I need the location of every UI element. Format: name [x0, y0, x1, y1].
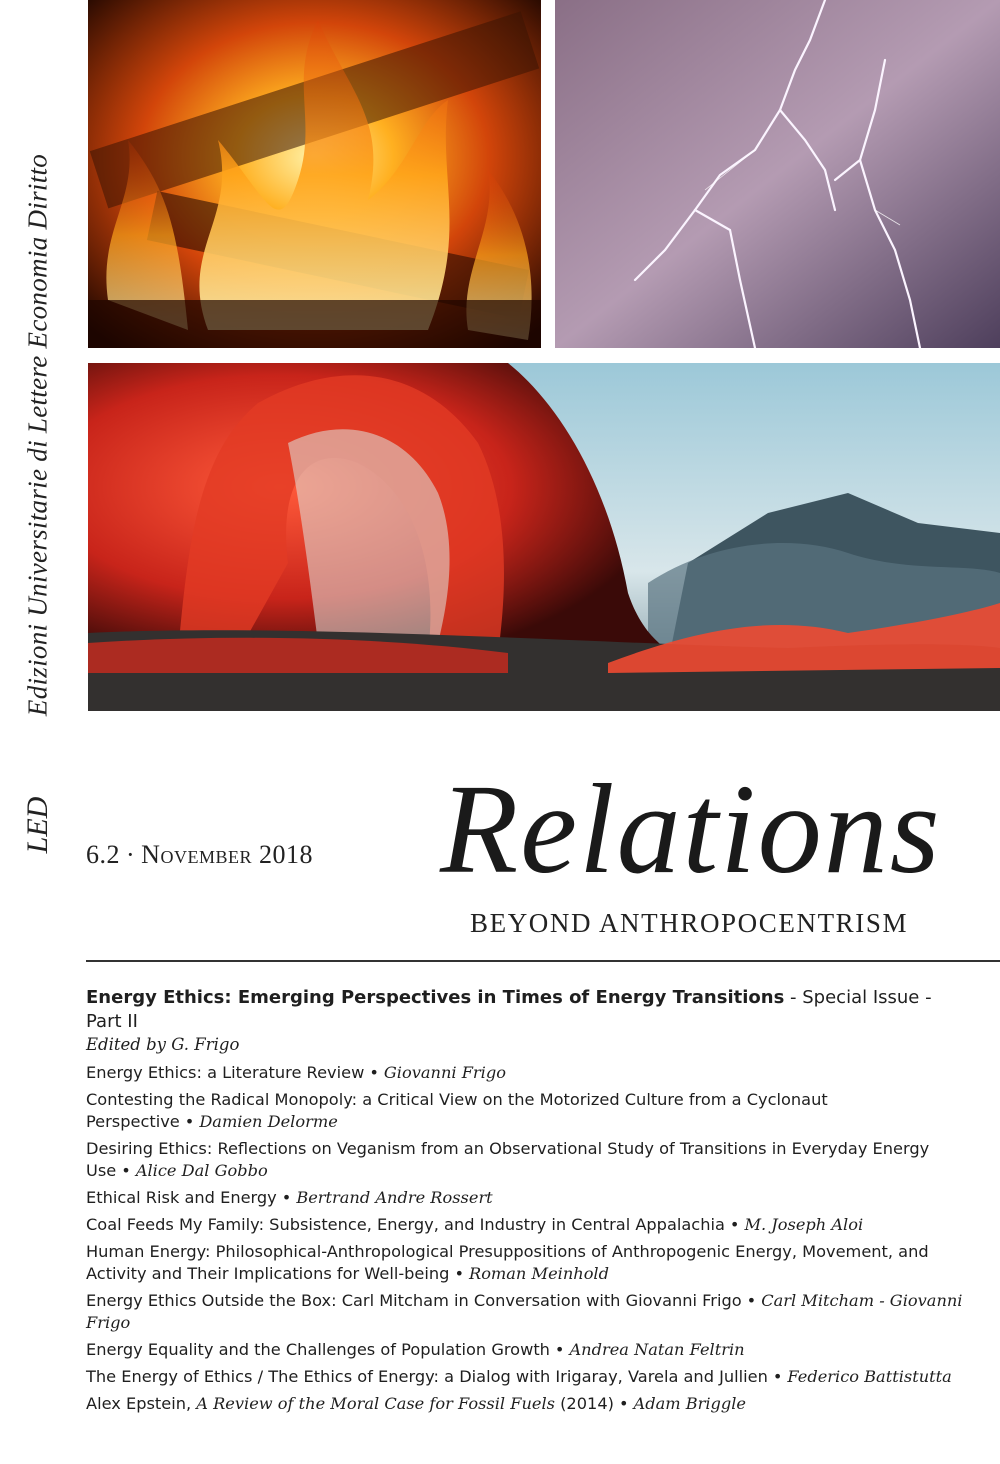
spine	[8, 140, 68, 854]
bullet: •	[772, 1367, 783, 1386]
list-item	[86, 1339, 966, 1361]
journal-title	[430, 740, 990, 905]
article-author: Giovanni Frigo	[383, 1063, 506, 1082]
list-item	[86, 1062, 966, 1084]
list-item	[86, 1393, 966, 1415]
special-issue-title: Energy Ethics: Emerging Perspectives in Times of Energy Transitions	[86, 987, 785, 1008]
article-author: Federico Battistutta	[787, 1367, 952, 1386]
list-item	[86, 1290, 966, 1334]
article-title: Energy Ethics Outside the Box: Carl Mitcham in Conversation with Giovanni Frigo	[86, 1291, 742, 1310]
article-author: Damien Delorme	[199, 1112, 338, 1131]
publisher-logo: LED	[21, 796, 54, 854]
issue-date: November 2018	[141, 840, 313, 869]
list-item	[86, 1089, 966, 1133]
publisher-name: Edizioni Universitarie di Lettere Economia Diritto	[22, 153, 53, 717]
article-title: Ethical Risk and Energy	[86, 1188, 277, 1207]
bullet: •	[746, 1291, 757, 1310]
bullet: •	[618, 1394, 629, 1413]
review-prefix: Alex Epstein,	[86, 1394, 197, 1413]
issue-separator: ·	[126, 840, 136, 869]
article-author: Alice Dal Gobbo	[135, 1161, 268, 1180]
reviewed-work-title: A Review of the Moral Case for Fossil Fuels	[196, 1394, 555, 1413]
article-title: Contesting the Radical Monopoly: a Critical View on the Motorized Culture from a Cyclonaut Perspective	[86, 1090, 828, 1131]
special-issue-heading	[86, 986, 966, 1034]
article-author: Roman Meinhold	[469, 1264, 609, 1283]
journal-title-text: Relations	[440, 758, 942, 900]
fire-photo	[88, 0, 541, 348]
lava-eruption-photo	[88, 363, 1000, 711]
special-issue-label: - Special Issue - Part II	[86, 987, 932, 1032]
list-item	[86, 1241, 966, 1285]
bullet: •	[121, 1161, 131, 1180]
article-author: Bertrand Andre Rossert	[296, 1188, 493, 1207]
reviewed-work-year: (2014)	[554, 1394, 614, 1413]
table-of-contents	[86, 986, 966, 1420]
editor-credit: Edited by G. Frigo	[86, 1035, 240, 1054]
article-author: Carl Mitcham - Giovanni Frigo	[86, 1291, 963, 1332]
article-title: Coal Feeds My Family: Subsistence, Energy, and Industry in Central Appalachia	[86, 1215, 725, 1234]
list-item	[86, 1187, 966, 1209]
issue-volume: 6.2	[86, 840, 120, 869]
bullet: •	[554, 1340, 565, 1359]
issue-info	[86, 840, 313, 870]
lightning-photo	[555, 0, 1000, 348]
bullet: •	[184, 1112, 195, 1131]
article-title: Energy Equality and the Challenges of Population Growth	[86, 1340, 550, 1359]
article-title: The Energy of Ethics / The Ethics of Energy: a Dialog with Irigaray, Varela and Jullien	[86, 1367, 768, 1386]
bullet: •	[281, 1188, 292, 1207]
article-title: Energy Ethics: a Literature Review	[86, 1063, 365, 1082]
bullet: •	[454, 1264, 464, 1283]
article-author: M. Joseph Aloi	[744, 1215, 864, 1234]
list-item	[86, 1214, 966, 1236]
journal-subtitle: BEYOND ANTHROPOCENTRISM	[470, 908, 909, 938]
article-title: Human Energy: Philosophical-Anthropological Presuppositions of Anthropogenic Energy, Movement, and Activity and Their Implications for Well-being	[86, 1242, 929, 1283]
list-item	[86, 1366, 966, 1388]
divider-rule	[86, 960, 1000, 962]
article-author: Adam Briggle	[633, 1394, 747, 1413]
article-title: Desiring Ethics: Reflections on Veganism from an Observational Study of Transitions in Everyday Energy Use	[86, 1139, 930, 1180]
bullet: •	[369, 1063, 379, 1082]
list-item	[86, 1138, 966, 1182]
article-author: Andrea Natan Feltrin	[569, 1340, 745, 1359]
bullet: •	[729, 1215, 740, 1234]
